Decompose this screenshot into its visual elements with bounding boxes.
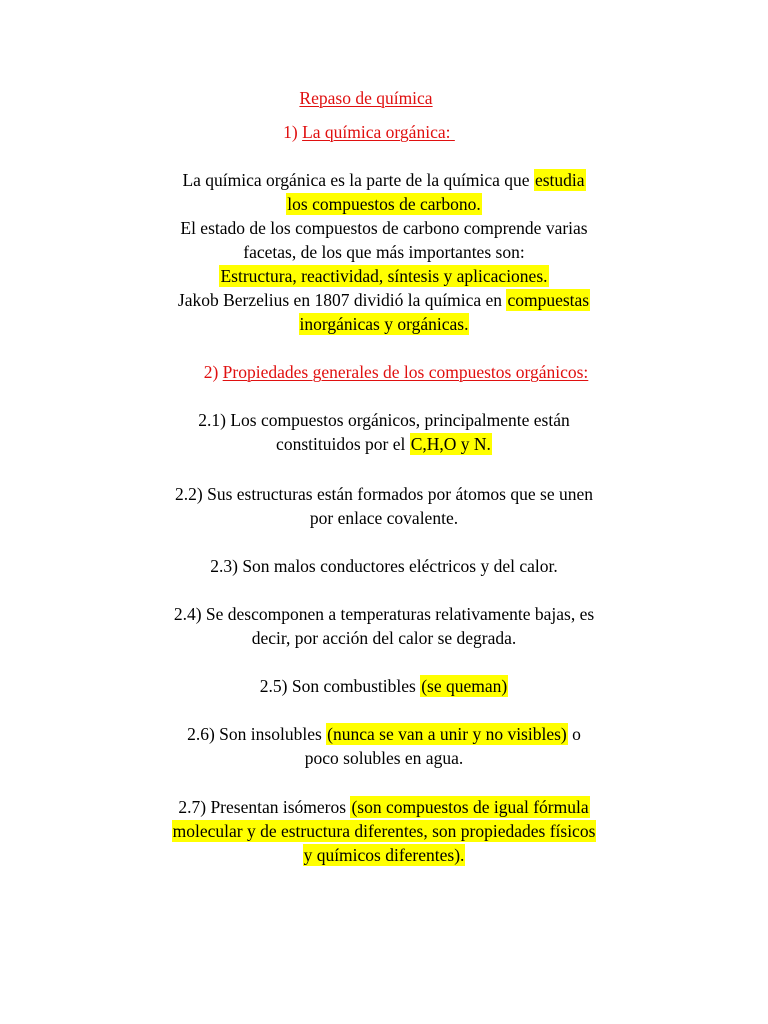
item-text: 2.5) Son combustibles [259, 676, 421, 696]
item-text: o [567, 724, 581, 744]
highlight: los compuestos de carbono. [287, 194, 481, 214]
item-2-1-line-1 [0, 408, 768, 432]
title-text: Repaso de química [299, 88, 433, 108]
s1-text: La química orgánica es la parte de la química que [182, 170, 534, 190]
s1-line-4 [0, 240, 768, 264]
item-text: decir, por acción del calor se degrada. [251, 628, 517, 648]
highlight: (son compuestos de igual fórmula [351, 797, 589, 817]
highlight: (nunca se van a unir y no visibles) [327, 724, 567, 744]
s1-line-1 [0, 168, 768, 192]
item-2-2-line-1 [0, 482, 768, 506]
document-title [0, 86, 750, 110]
item-2-4-line-2 [0, 626, 768, 650]
item-text: 2.3) Son malos conductores eléctricos y del calor. [210, 556, 558, 576]
s1-line-2 [0, 192, 768, 216]
item-text: constituidos por el [276, 434, 410, 454]
section1-heading-text: La química orgánica: [302, 122, 451, 142]
item-text: 2.4) Se descomponen a temperaturas relativamente bajas, es [173, 604, 595, 624]
item-2-2-line-2 [0, 506, 768, 530]
item-2-7-line-2 [0, 819, 768, 843]
item-2-4-line-1 [0, 602, 768, 626]
item-2-5 [0, 674, 768, 698]
highlight: estudia [534, 170, 585, 190]
item-text: 2.2) Sus estructuras están formados por átomos que se unen [175, 484, 593, 504]
s1-line-6 [0, 288, 768, 312]
highlight: C,H,O y N. [410, 434, 491, 454]
highlight: (se queman) [421, 676, 508, 696]
section2-heading-text: Propiedades generales de los compuestos orgánicos: [222, 362, 589, 382]
section2-heading [12, 360, 768, 384]
item-2-7-line-3 [0, 843, 768, 867]
item-2-6-line-2 [0, 746, 768, 770]
item-2-7-line-1 [0, 795, 768, 819]
item-text: 2.1) Los compuestos orgánicos, principalmente están [198, 410, 570, 430]
item-2-1-line-2 [0, 432, 768, 456]
section1-heading [0, 120, 753, 144]
s1-text: facetas, de los que más importantes son: [243, 242, 525, 262]
s1-line-5 [0, 264, 768, 288]
highlight: inorgánicas y orgánicas. [299, 314, 469, 334]
highlight: y químicos diferentes). [303, 845, 465, 865]
s1-text: Jakob Berzelius en 1807 dividió la química en [177, 290, 507, 310]
item-2-6-line-1 [0, 722, 768, 746]
highlight: compuestas [507, 290, 590, 310]
item-text: 2.6) Son insolubles [187, 724, 327, 744]
s1-text: El estado de los compuestos de carbono comprende varias [180, 218, 588, 238]
highlight: Estructura, reactividad, síntesis y aplicaciones. [220, 266, 548, 286]
section1-number: 1) [283, 122, 298, 142]
item-text: poco solubles en agua. [304, 748, 464, 768]
s1-line-7 [0, 312, 768, 336]
highlight: molecular y de estructura diferentes, son propiedades físicos [172, 821, 596, 841]
section2-number: 2) [203, 362, 219, 382]
item-text: por enlace covalente. [309, 508, 459, 528]
s1-line-3 [0, 216, 768, 240]
item-2-3 [0, 554, 768, 578]
item-text: 2.7) Presentan isómeros [178, 797, 351, 817]
